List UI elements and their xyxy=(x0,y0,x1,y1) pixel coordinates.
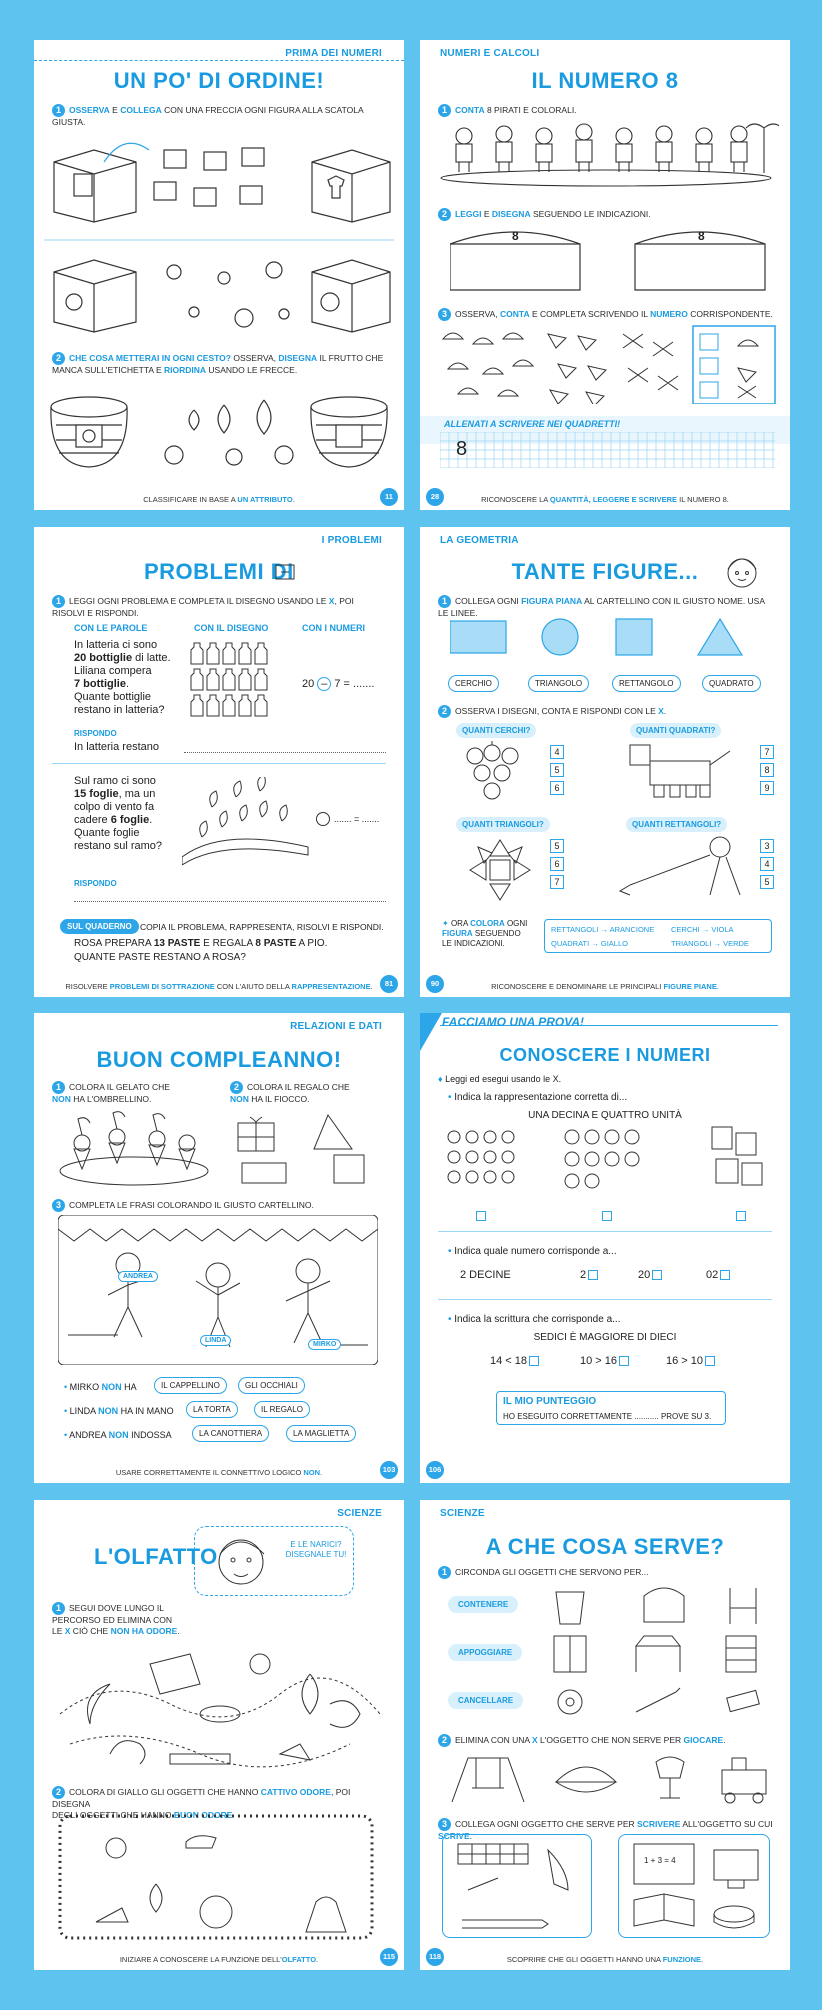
answer-label-2: RISPONDO xyxy=(74,879,117,888)
color-legend: RETTANGOLI → ARANCIONE CERCHI → VIOLA QUADRATI → GIALLO TRIANGOLI → VERDE xyxy=(544,919,772,953)
branch-drawing xyxy=(182,777,312,867)
page-28 xyxy=(420,40,790,510)
page-title: L'OLFATTO xyxy=(94,1544,218,1569)
practice-digit: 8 xyxy=(456,438,468,460)
exercise-number: 1 xyxy=(52,104,65,117)
answer-1: In latteria restano xyxy=(74,741,159,753)
page-number: 103 xyxy=(380,1461,398,1479)
page-title: CONOSCERE I NUMERI xyxy=(499,1045,711,1065)
page-number: 90 xyxy=(426,975,444,993)
opt-squares-8[interactable]: 8 xyxy=(760,763,774,777)
intro: ♦ Leggi ed esegui usando le X. xyxy=(438,1074,562,1084)
section-chip: NUMERI E CALCOLI xyxy=(440,48,540,59)
opt-14-18[interactable]: 14 < 18 xyxy=(490,1355,539,1368)
chests-illustration xyxy=(450,224,770,294)
question-2: • Indica quale numero corrisponde a... xyxy=(448,1246,617,1257)
exercise-2: 2 COLORA IL REGALO CHE NON HA IL FIOCCO. xyxy=(230,1082,350,1104)
practice-label: ALLENATI A SCRIVERE NEI QUADRETTI! xyxy=(444,419,621,429)
answer-line-2 xyxy=(74,901,386,902)
page-number: 81 xyxy=(380,975,398,993)
page-number: 118 xyxy=(426,1948,444,1966)
bubble-text: E LE NARICI? DISEGNALE TU! xyxy=(285,1540,347,1559)
exercise-1: 1 COLLEGA OGNI FIGURA PIANA AL CARTELLINO CON IL GIUSTO NOME. USA LE LINEE. xyxy=(438,596,765,618)
rect-figure-drawing xyxy=(610,835,750,905)
score-box: IL MIO PUNTEGGIO HO ESEGUITO CORRETTAMENTE ........... PROVE SU 3. xyxy=(496,1391,726,1425)
answer-box-2[interactable] xyxy=(602,1211,612,1221)
answer-box-3[interactable] xyxy=(736,1211,746,1221)
exercise-2: 2 COLORA DI GIALLO GLI OGGETTI CHE HANNO CATTIVO ODORE, POI DISEGNA DEGLI OGGETTI CHE HANNO BUON ODORE xyxy=(52,1787,351,1820)
notebook-problem-2: QUANTE PASTE RESTANO A ROSA? xyxy=(74,952,246,963)
opt-triangles-6[interactable]: 6 xyxy=(550,857,564,871)
page-footer: RISOLVERE PROBLEMI DI SOTTRAZIONE CON L'AIUTO DELLA RAPPRESENTAZIONE. xyxy=(65,982,373,991)
opt-rects-3[interactable]: 3 xyxy=(760,839,774,853)
banner-text: FACCIAMO UNA PROVA! xyxy=(442,1015,584,1029)
page-footer: RICONOSCERE LA QUANTITÀ, LEGGERE E SCRIVERE IL NUMERO 8. xyxy=(481,495,729,504)
exercise-1: 1 OSSERVA E COLLEGA CON UNA FRECCIA OGNI FIGURA ALLA SCATOLA GIUSTA. xyxy=(52,105,364,127)
question-1: • Indica la rappresentazione corretta di... xyxy=(448,1092,628,1103)
page-11 xyxy=(34,40,404,510)
exercise-2: 2 CHE COSA METTERAI IN OGNI CESTO? OSSERVA, DISEGNA IL FRUTTO CHE MANCA SULL'ETICHETTA E RIORDINA USANDO LE FRECCE. xyxy=(52,353,384,375)
page-115 xyxy=(34,1500,404,1970)
page-103 xyxy=(34,1013,404,1483)
name-andrea: ANDREA xyxy=(118,1271,158,1282)
equation-2: ....... = ....... xyxy=(334,814,380,824)
exercise-1: 1 SEGUI DOVE LUNGO IL PERCORSO ED ELIMINA CON LE X CIÒ CHE NON HA ODORE. xyxy=(52,1603,180,1636)
opt-maglietta[interactable]: LA MAGLIETTA xyxy=(286,1425,356,1442)
page-footer: CLASSIFICARE IN BASE A UN ATTRIBUTO. xyxy=(143,495,295,504)
name-mirko: MIRKO xyxy=(308,1339,341,1350)
label-cerchio[interactable]: CERCHIO xyxy=(448,675,499,692)
question-3: • Indica la scrittura che corrisponde a... xyxy=(448,1314,621,1325)
use-contenere: CONTENERE xyxy=(448,1596,518,1613)
opt-02[interactable]: 02 xyxy=(706,1269,730,1282)
header-words: CON LE PAROLE xyxy=(74,623,148,633)
section-chip: PRIMA DEI NUMERI xyxy=(285,48,382,59)
opt-2[interactable]: 2 xyxy=(580,1269,598,1282)
q-circles: QUANTI CERCHI? xyxy=(456,723,536,738)
answer-box-1[interactable] xyxy=(476,1211,486,1221)
header-numbers: CON I NUMERI xyxy=(302,623,365,633)
pirates-illustration xyxy=(434,118,779,188)
answer-line-1 xyxy=(184,752,386,753)
divider xyxy=(52,763,386,764)
opt-occhiali[interactable]: GLI OCCHIALI xyxy=(238,1377,305,1394)
chest-label-2: 8 xyxy=(698,229,705,243)
exercise-3: 3 OSSERVA, CONTA E COMPLETA SCRIVENDO IL NUMERO CORRISPONDENTE. xyxy=(438,308,774,321)
page-title: UN PO' DI ORDINE! xyxy=(113,68,325,93)
exercise-1: 1 CONTA 8 PIRATI E COLORALI. xyxy=(438,104,774,117)
row-cancellare xyxy=(550,1682,770,1722)
name-linda: LINDA xyxy=(200,1335,231,1346)
representation-options xyxy=(442,1125,772,1205)
use-cancellare: CANCELLARE xyxy=(448,1692,523,1709)
shapes-row xyxy=(450,613,770,663)
exercise-1: 1 LEGGI OGNI PROBLEMA E COMPLETA IL DISEGNO USANDO LE X, POI RISOLVI E RISPONDI. xyxy=(52,596,354,618)
page-footer: INIZIARE A CONOSCERE LA FUNZIONE DELL'OLFATTO. xyxy=(119,1955,319,1964)
label-rettangolo[interactable]: RETTANGOLO xyxy=(612,675,681,692)
opt-rects-5[interactable]: 5 xyxy=(760,875,774,889)
page-title: PROBLEMI DI xyxy=(144,559,294,584)
girl-face-icon xyxy=(720,549,764,593)
label-triangolo[interactable]: TRIANGOLO xyxy=(528,675,589,692)
color-note: ✦ ORA COLORA OGNI FIGURA SEGUENDO LE INDICAZIONI. xyxy=(442,919,528,948)
page-number: 115 xyxy=(380,1948,398,1966)
section-chip: RELAZIONI E DATI xyxy=(290,1021,382,1032)
page-number: 106 xyxy=(426,1461,444,1479)
objects-frame xyxy=(56,1812,376,1942)
page-footer: USARE CORRETTAMENTE IL CONNETTIVO LOGICO NON. xyxy=(115,1468,323,1477)
triangle-flower-drawing xyxy=(460,835,540,905)
page-title: IL NUMERO 8 xyxy=(531,68,679,93)
exercise-3: 3 COMPLETA LE FRASI COLORANDO IL GIUSTO CARTELLINO. xyxy=(52,1199,388,1212)
opt-20[interactable]: 20 xyxy=(638,1269,662,1282)
page-title: A CHE COSA SERVE? xyxy=(485,1534,725,1559)
opt-circles-4[interactable]: 4 xyxy=(550,745,564,759)
board-text: 1 + 3 = 4 xyxy=(644,1856,676,1865)
exercise-3: 3 COLLEGA OGNI OGGETTO CHE SERVE PER SCRIVERE ALL'OGGETTO SU CUI SCRIVE. xyxy=(438,1819,773,1841)
writing-tools xyxy=(448,1840,588,1932)
section-chip: I PROBLEMI xyxy=(321,535,382,546)
section-chip: SCIENZE xyxy=(337,1508,382,1519)
page-title: TANTE FIGURE... xyxy=(511,559,699,584)
opt-canottiera[interactable]: LA CANOTTIERA xyxy=(192,1425,269,1442)
page-title: BUON COMPLEANNO! xyxy=(96,1047,342,1072)
boxes-illustration xyxy=(44,122,394,362)
page-number: 11 xyxy=(380,488,398,506)
page-118 xyxy=(420,1500,790,1970)
grapes-drawing xyxy=(460,741,530,821)
question-2-sub: 2 DECINE xyxy=(460,1269,511,1281)
opt-torta[interactable]: LA TORTA xyxy=(186,1401,238,1418)
page-90 xyxy=(420,527,790,997)
opt-regalo[interactable]: IL REGALO xyxy=(254,1401,310,1418)
notebook-problem-1: ROSA PREPARA 13 PASTE E REGALA 8 PASTE A PIO. xyxy=(74,938,328,949)
page-81 xyxy=(34,527,404,997)
question-3-sub: SEDICI È MAGGIORE DI DIECI xyxy=(533,1332,677,1343)
opt-16-10[interactable]: 16 > 10 xyxy=(666,1355,715,1368)
row-contenere xyxy=(550,1584,770,1628)
sentence-1: • MIRKO NON HA xyxy=(64,1382,137,1392)
exercise-2: 2 ELIMINA CON UNA X L'OGGETTO CHE NON SERVE PER GIOCARE. xyxy=(438,1734,774,1747)
opt-cappellino[interactable]: IL CAPPELLINO xyxy=(154,1377,227,1394)
operator-circle-2[interactable] xyxy=(316,812,330,826)
opt-circles-6[interactable]: 6 xyxy=(550,781,564,795)
sentence-3: • ANDREA NON INDOSSA xyxy=(64,1430,172,1440)
path-drawing xyxy=(50,1604,390,1780)
ice-creams-drawing xyxy=(54,1109,214,1189)
counting-illustration xyxy=(438,324,783,404)
page-footer: SCOPRIRE CHE GLI OGGETTI HANNO UNA FUNZIONE. xyxy=(506,1955,704,1964)
chest-label-1: 8 xyxy=(512,229,519,243)
answer-label-1: RISPONDO xyxy=(74,729,117,738)
section-chip: LA GEOMETRIA xyxy=(440,535,519,546)
page-106 xyxy=(420,1013,790,1483)
problem-2-text: Sul ramo ci sono 15 foglie, ma un colpo di vento fa cadere 6 foglie. Quante foglie restano sul ramo? xyxy=(74,775,163,852)
equation-1: 20 – 7 = ....... xyxy=(302,678,375,690)
opt-10-16[interactable]: 10 > 16 xyxy=(580,1355,629,1368)
notebook-text: COPIA IL PROBLEMA, RAPPRESENTA, RISOLVI E RISPONDI. xyxy=(140,922,384,932)
dashed-rule xyxy=(34,60,404,61)
problem-1-text: In latteria ci sono 20 bottiglie di latte. Liliana compera 7 bottiglie. Quante bottiglie restano in latteria? xyxy=(74,639,171,716)
subtraction-icon xyxy=(274,561,296,583)
page-number: 28 xyxy=(426,488,444,506)
practice-grid xyxy=(440,432,775,468)
header-drawing: CON IL DISEGNO xyxy=(194,623,269,633)
q-squares: QUANTI QUADRATI? xyxy=(630,723,721,738)
opt-squares-9[interactable]: 9 xyxy=(760,781,774,795)
label-quadrato[interactable]: QUADRATO xyxy=(702,675,761,692)
exercise-1: 1 COLORA IL GELATO CHE NON HA L'OMBRELLINO. xyxy=(52,1082,170,1104)
q-rectangles: QUANTI RETTANGOLI? xyxy=(626,817,727,832)
exercise-1: 1 CIRCONDA GLI OGGETTI CHE SERVONO PER... xyxy=(438,1566,774,1579)
question-1-sub: UNA DECINA E QUATTRO UNITÀ xyxy=(528,1110,682,1121)
row-giocare xyxy=(446,1752,776,1808)
gifts-drawing xyxy=(234,1109,384,1189)
exercise-2: 2 LEGGI E DISEGNA SEGUENDO LE INDICAZIONI. xyxy=(438,208,774,221)
page-footer: RICONOSCERE E DENOMINARE LE PRINCIPALI FIGURE PIANE. xyxy=(491,982,719,991)
notebook-label: SUL QUADERNO xyxy=(60,919,139,934)
bottles-drawing xyxy=(190,639,280,719)
dog-squares-drawing xyxy=(620,741,740,811)
opt-circles-5[interactable]: 5 xyxy=(550,763,564,777)
baskets-illustration xyxy=(44,385,394,480)
opt-squares-7[interactable]: 7 xyxy=(760,745,774,759)
opt-triangles-7[interactable]: 7 xyxy=(550,875,564,889)
sentence-2: • LINDA NON HA IN MANO xyxy=(64,1406,174,1416)
section-chip: SCIENZE xyxy=(440,1508,485,1519)
q-triangles: QUANTI TRIANGOLI? xyxy=(456,817,550,832)
opt-triangles-5[interactable]: 5 xyxy=(550,839,564,853)
row-appoggiare xyxy=(550,1632,770,1676)
exercise-2: 2 OSSERVA I DISEGNI, CONTA E RISPONDI CON LE X. xyxy=(438,705,774,718)
use-appoggiare: APPOGGIARE xyxy=(448,1644,522,1661)
opt-rects-4[interactable]: 4 xyxy=(760,857,774,871)
boy-face-icon xyxy=(206,1530,276,1592)
